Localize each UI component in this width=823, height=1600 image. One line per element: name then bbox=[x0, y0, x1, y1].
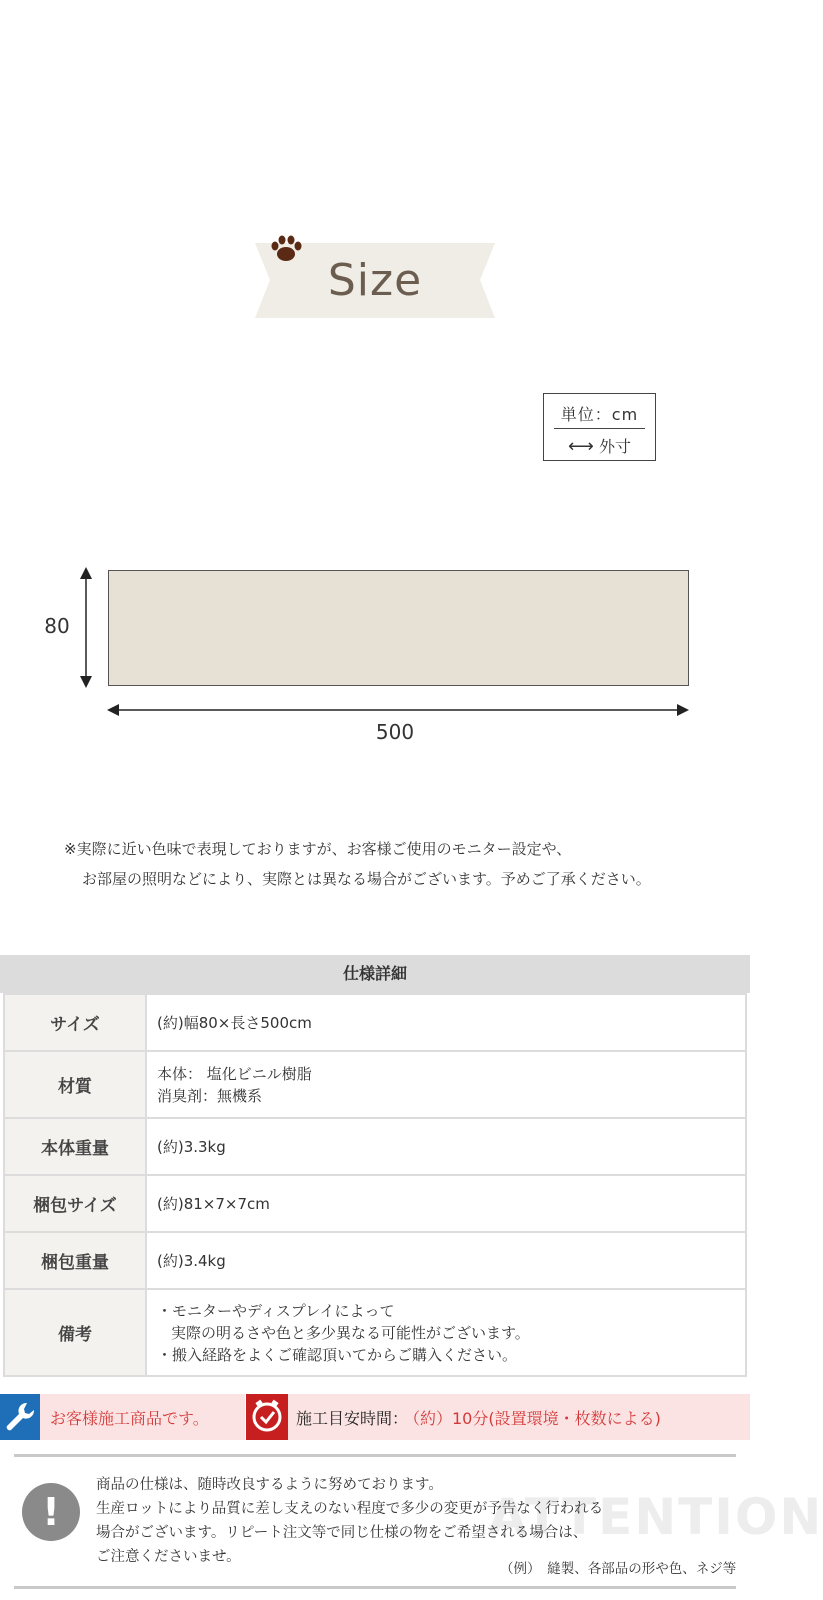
table-row bbox=[4, 1232, 746, 1289]
spec-label: 材質 bbox=[4, 1051, 146, 1118]
attention-bottom-rule bbox=[14, 1586, 736, 1589]
spec-label: 梱包重量 bbox=[4, 1232, 146, 1289]
unit-divider bbox=[554, 428, 645, 429]
table-row bbox=[4, 1175, 746, 1232]
clock-icon-box bbox=[246, 1394, 288, 1440]
spec-value-line: (約)3.4kg bbox=[157, 1251, 226, 1270]
spec-value-line: ・搬入経路をよくご確認頂いてからご購入ください。 bbox=[157, 1345, 518, 1364]
spec-value-line: 消臭剤：無機系 bbox=[157, 1086, 263, 1105]
spec-value-line: (約)81×7×7cm bbox=[157, 1194, 270, 1213]
attention-example: （例） 縫製、各部品の形や色、ネジ等 bbox=[500, 1561, 737, 1577]
table-row bbox=[4, 1289, 746, 1376]
attention-line: 生産ロットにより品質に差し支えのない程度で多少の変更が予告なく行われる bbox=[96, 1501, 604, 1517]
color-note-line-1: ※実際に近い色味で表現しておりますが、お客様ご使用のモニター設定や、 bbox=[64, 840, 572, 858]
attention-top-rule bbox=[14, 1454, 736, 1457]
spec-title: 仕様詳細 bbox=[0, 955, 750, 993]
wrench-icon-box bbox=[0, 1394, 40, 1440]
table-row bbox=[4, 1051, 746, 1118]
color-note-line-2: お部屋の照明などにより、実際とは異なる場合がございます。予めご了承ください。 bbox=[82, 870, 651, 888]
spec-value-line: 本体： 塩化ビニル樹脂 bbox=[157, 1064, 312, 1083]
spec-label: 梱包サイズ bbox=[4, 1175, 146, 1232]
exclamation-mark: ! bbox=[42, 1490, 60, 1534]
unit-outer-size bbox=[544, 434, 655, 457]
spec-value bbox=[146, 1118, 746, 1175]
unit-legend bbox=[543, 393, 656, 461]
double-arrow-icon: ⟷ bbox=[568, 436, 594, 457]
spec-label: サイズ bbox=[4, 994, 146, 1051]
attention-line: 場合がございます。リピート注文等で同じ仕様の物をご希望される場合は、 bbox=[96, 1525, 588, 1541]
attention-line: ご注意くださいませ。 bbox=[96, 1549, 241, 1565]
size-heading: Size bbox=[327, 255, 423, 306]
spec-value-line: (約)幅80×長さ500cm bbox=[157, 1013, 312, 1032]
height-value: 80 bbox=[44, 614, 70, 638]
spec-value-line: (約)3.3kg bbox=[157, 1137, 226, 1156]
spec-value-line: 実際の明るさや色と多少異なる可能性がございます。 bbox=[171, 1323, 530, 1342]
spec-value bbox=[146, 994, 746, 1051]
customer-install-label: お客様施工商品です。 bbox=[50, 1409, 209, 1428]
install-time-value: （約）10分(設置環境・枚数による) bbox=[404, 1409, 661, 1428]
spec-value bbox=[146, 1289, 746, 1376]
clock-icon bbox=[246, 1394, 288, 1440]
spec-value bbox=[146, 1175, 746, 1232]
outer-size-label: 外寸 bbox=[598, 437, 631, 456]
install-time-label: 施工目安時間： bbox=[296, 1409, 409, 1428]
paw-icon bbox=[268, 232, 304, 264]
table-row bbox=[4, 994, 746, 1051]
width-value: 500 bbox=[375, 720, 415, 744]
spec-value-line: ・モニターやディスプレイによって bbox=[157, 1301, 395, 1320]
spec-label: 備考 bbox=[4, 1289, 146, 1376]
spec-value bbox=[146, 1051, 746, 1118]
attention-line: 商品の仕様は、随時改良するように努めております。 bbox=[96, 1477, 443, 1493]
spec-value bbox=[146, 1232, 746, 1289]
unit-label: 単位：cm bbox=[560, 405, 639, 424]
table-row bbox=[4, 1118, 746, 1175]
attention-watermark: ATTENTION bbox=[488, 1488, 823, 1546]
wrench-icon bbox=[0, 1394, 40, 1440]
dimension-lines bbox=[0, 560, 750, 720]
spec-label: 本体重量 bbox=[4, 1118, 146, 1175]
spec-table bbox=[3, 993, 747, 1377]
